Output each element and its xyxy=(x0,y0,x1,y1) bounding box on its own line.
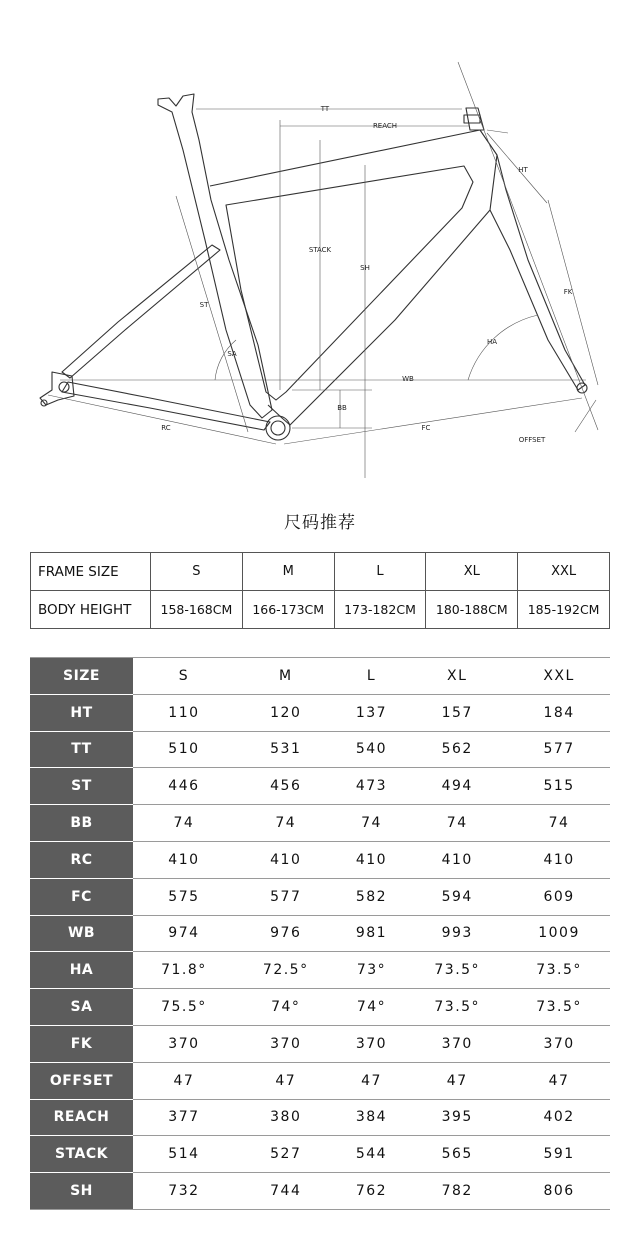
table-cell: 74 xyxy=(235,805,337,842)
geometry-row-stack xyxy=(30,1136,610,1173)
tt-label: TT xyxy=(320,105,330,113)
table-cell: 47 xyxy=(235,1062,337,1099)
body-height-cell: 158-168CM xyxy=(151,591,243,629)
body-height-row xyxy=(31,591,610,629)
table-cell: 137 xyxy=(337,694,407,731)
geometry-table xyxy=(30,657,610,1210)
geometry-row-ht xyxy=(30,694,610,731)
table-cell: 562 xyxy=(406,731,508,768)
table-cell: S xyxy=(133,658,235,695)
body-height-cell: 173-182CM xyxy=(334,591,426,629)
sa-label: SA xyxy=(227,350,237,358)
row-label: HT xyxy=(30,694,133,731)
geometry-row-sh xyxy=(30,1173,610,1210)
table-cell: 806 xyxy=(508,1173,610,1210)
table-cell: XL xyxy=(406,658,508,695)
row-label: FC xyxy=(30,878,133,915)
table-cell: 575 xyxy=(133,878,235,915)
body-height-cell: 185-192CM xyxy=(518,591,610,629)
table-cell: 184 xyxy=(508,694,610,731)
table-cell: 544 xyxy=(337,1136,407,1173)
row-label: STACK xyxy=(30,1136,133,1173)
frame-size-label: FRAME SIZE xyxy=(31,553,151,591)
table-cell: 565 xyxy=(406,1136,508,1173)
table-cell: 515 xyxy=(508,768,610,805)
seat-tube-outline xyxy=(158,94,272,418)
table-cell: 577 xyxy=(235,878,337,915)
table-cell: 74° xyxy=(235,989,337,1026)
table-cell: 73.5° xyxy=(406,952,508,989)
frame-size-cell: S xyxy=(151,553,243,591)
table-cell: 494 xyxy=(406,768,508,805)
table-cell: 577 xyxy=(508,731,610,768)
table-cell: 47 xyxy=(406,1062,508,1099)
offset-label: OFFSET xyxy=(518,436,546,444)
main-triangle-outline xyxy=(210,130,497,425)
table-cell: 744 xyxy=(235,1173,337,1210)
sh-label: SH xyxy=(360,264,370,272)
geometry-row-rc xyxy=(30,841,610,878)
table-cell: 993 xyxy=(406,915,508,952)
table-cell: 410 xyxy=(508,841,610,878)
table-cell: 74 xyxy=(133,805,235,842)
frame-size-row xyxy=(31,553,610,591)
table-cell: 446 xyxy=(133,768,235,805)
body-height-cell: 180-188CM xyxy=(426,591,518,629)
table-cell: 981 xyxy=(337,915,407,952)
row-label: TT xyxy=(30,731,133,768)
table-cell: 782 xyxy=(406,1173,508,1210)
fk-label: FK xyxy=(563,288,573,296)
table-cell: M xyxy=(235,658,337,695)
stem-spacer xyxy=(464,115,480,123)
table-cell: 370 xyxy=(337,1025,407,1062)
row-label: SA xyxy=(30,989,133,1026)
table-cell: 594 xyxy=(406,878,508,915)
table-cell: 75.5° xyxy=(133,989,235,1026)
row-label: OFFSET xyxy=(30,1062,133,1099)
body-height-label: BODY HEIGHT xyxy=(31,591,151,629)
table-cell: 74° xyxy=(337,989,407,1026)
geometry-row-sa xyxy=(30,989,610,1026)
table-cell: 73.5° xyxy=(406,989,508,1026)
geometry-row-reach xyxy=(30,1099,610,1136)
table-cell: 510 xyxy=(133,731,235,768)
table-cell: XXL xyxy=(508,658,610,695)
stack-label: STACK xyxy=(308,246,332,254)
geometry-row-ha xyxy=(30,952,610,989)
table-cell: 1009 xyxy=(508,915,610,952)
frame-size-cell: XL xyxy=(426,553,518,591)
table-cell: 72.5° xyxy=(235,952,337,989)
table-cell: 456 xyxy=(235,768,337,805)
table-cell: 74 xyxy=(508,805,610,842)
table-cell: 47 xyxy=(337,1062,407,1099)
table-cell: 377 xyxy=(133,1099,235,1136)
row-label: ST xyxy=(30,768,133,805)
head-tube xyxy=(466,108,484,130)
row-label: FK xyxy=(30,1025,133,1062)
table-cell: 732 xyxy=(133,1173,235,1210)
table-cell: 974 xyxy=(133,915,235,952)
geometry-row-fc xyxy=(30,878,610,915)
geometry-row-wb xyxy=(30,915,610,952)
table-cell: 410 xyxy=(235,841,337,878)
table-cell: 591 xyxy=(508,1136,610,1173)
table-cell: 540 xyxy=(337,731,407,768)
row-label: SH xyxy=(30,1173,133,1210)
table-cell: 410 xyxy=(133,841,235,878)
chain-stay xyxy=(62,382,270,430)
table-cell: 370 xyxy=(133,1025,235,1062)
table-cell: 384 xyxy=(337,1099,407,1136)
table-cell: 71.8° xyxy=(133,952,235,989)
frame-size-cell: L xyxy=(334,553,426,591)
table-cell: 47 xyxy=(133,1062,235,1099)
table-cell: 402 xyxy=(508,1099,610,1136)
table-cell: 73° xyxy=(337,952,407,989)
body-height-cell: 166-173CM xyxy=(242,591,334,629)
table-cell: 473 xyxy=(337,768,407,805)
rc-label: RC xyxy=(161,424,171,432)
frame-size-cell: XXL xyxy=(518,553,610,591)
table-cell: 380 xyxy=(235,1099,337,1136)
rear-axle xyxy=(59,382,69,392)
table-cell: 410 xyxy=(406,841,508,878)
size-recommendation-table xyxy=(30,552,610,629)
size-header-row xyxy=(30,658,610,695)
size-recommendation-title: 尺码推荐 xyxy=(284,513,356,533)
table-cell: 370 xyxy=(508,1025,610,1062)
table-cell: L xyxy=(337,658,407,695)
table-cell: 370 xyxy=(406,1025,508,1062)
table-cell: 74 xyxy=(337,805,407,842)
row-label: BB xyxy=(30,805,133,842)
st-label: ST xyxy=(199,301,209,309)
table-cell: 410 xyxy=(337,841,407,878)
geometry-row-offset xyxy=(30,1062,610,1099)
table-cell: 120 xyxy=(235,694,337,731)
bb-label: BB xyxy=(337,404,347,412)
fc-label: FC xyxy=(421,424,431,432)
geometry-row-fk xyxy=(30,1025,610,1062)
geometry-row-tt xyxy=(30,731,610,768)
row-label: WB xyxy=(30,915,133,952)
table-cell: 370 xyxy=(235,1025,337,1062)
geometry-row-st xyxy=(30,768,610,805)
table-cell: 609 xyxy=(508,878,610,915)
row-label: HA xyxy=(30,952,133,989)
frame-geometry-diagram xyxy=(0,0,640,490)
table-cell: 762 xyxy=(337,1173,407,1210)
row-label: REACH xyxy=(30,1099,133,1136)
ha-label: HA xyxy=(486,338,498,346)
table-cell: 73.5° xyxy=(508,952,610,989)
table-cell: 73.5° xyxy=(508,989,610,1026)
table-cell: 47 xyxy=(508,1062,610,1099)
table-cell: 582 xyxy=(337,878,407,915)
table-cell: 157 xyxy=(406,694,508,731)
row-label: RC xyxy=(30,841,133,878)
reach-label: REACH xyxy=(372,122,398,130)
table-cell: 110 xyxy=(133,694,235,731)
table-cell: 976 xyxy=(235,915,337,952)
seat-stay xyxy=(62,245,220,378)
geometry-row-bb xyxy=(30,805,610,842)
frame-size-cell: M xyxy=(242,553,334,591)
table-cell: 74 xyxy=(406,805,508,842)
table-cell: 531 xyxy=(235,731,337,768)
wb-label: WB xyxy=(402,375,414,383)
ht-label: HT xyxy=(518,166,528,174)
bottom-bracket-shell xyxy=(266,416,290,440)
table-cell: 514 xyxy=(133,1136,235,1173)
table-cell: 527 xyxy=(235,1136,337,1173)
table-cell: 395 xyxy=(406,1099,508,1136)
row-label: SIZE xyxy=(30,658,133,695)
